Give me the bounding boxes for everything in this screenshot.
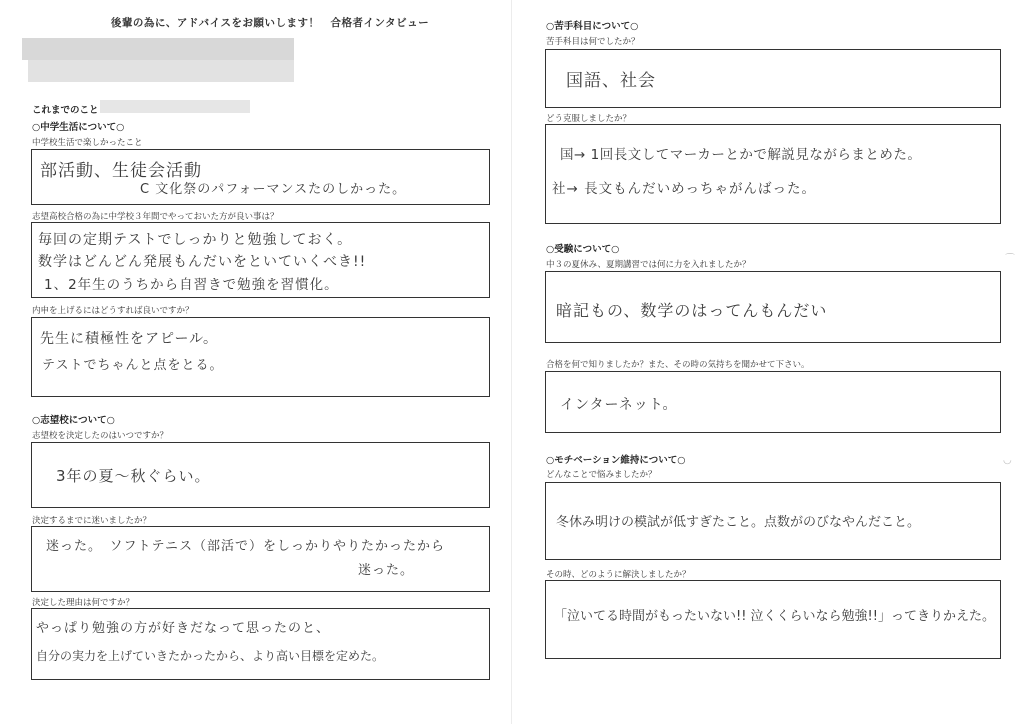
section-intro: これまでのこと bbox=[32, 105, 99, 116]
section-intro-highlight bbox=[100, 100, 250, 113]
answer-1-line-1: 部活動、生徒会活動 bbox=[40, 161, 202, 181]
scan-mark: ◡ bbox=[1003, 455, 1012, 466]
question-12: その時、どのように解決しましたか？ bbox=[546, 570, 691, 580]
answer-box-11 bbox=[545, 482, 1001, 560]
answer-box-3 bbox=[31, 317, 490, 397]
answer-9-line-1: 暗記もの、数学のはってんもんだい bbox=[556, 301, 828, 320]
answer-2-line-1: 毎回の定期テストでしっかりと勉強しておく。 bbox=[38, 232, 353, 248]
answer-box-5 bbox=[31, 526, 490, 592]
section-jhs: ○中学生活について○ bbox=[32, 122, 125, 133]
question-3: 内申を上げるにはどうすれば良いですか？ bbox=[32, 306, 194, 316]
answer-8-line-2: 社→ 長文もんだいめっちゃがんばった。 bbox=[552, 181, 816, 197]
answer-10-line-1: インターネット。 bbox=[560, 397, 678, 413]
scan-mark: ⌒ bbox=[1005, 254, 1015, 265]
page-title: 後輩の為に、アドバイスをお願いします！ 合格者インタビュー bbox=[110, 17, 430, 29]
answer-6-line-2: 自分の実力を上げていきたかったから、より高い目標を定めた。 bbox=[36, 649, 385, 663]
answer-3-line-2: テストでちゃんと点をとる。 bbox=[42, 358, 224, 373]
section-school: ○志望校について○ bbox=[32, 415, 115, 426]
question-10: 合格を何で知りましたか？また、その時の気持ちを聞かせて下さい。 bbox=[546, 360, 810, 370]
question-2: 志望高校合格の為に中学校３年間でやっておいた方が良い事は？ bbox=[32, 212, 279, 222]
question-9: 中３の夏休み、夏期講習では何に力を入れましたか？ bbox=[546, 260, 751, 270]
answer-4-line-1: 3年の夏〜秋ぐらい。 bbox=[56, 467, 211, 485]
question-1: 中学校生活で楽しかったこと bbox=[32, 138, 143, 148]
section-motivation: ○モチベーション維持について○ bbox=[546, 455, 686, 466]
answer-box-4 bbox=[31, 442, 490, 508]
answer-box-12 bbox=[545, 580, 1001, 659]
answer-7-line-1: 国語、社会 bbox=[566, 71, 656, 91]
question-8: どう克服しましたか？ bbox=[546, 114, 632, 124]
question-5: 決定するまでに迷いましたか？ bbox=[32, 516, 152, 526]
answer-box-7 bbox=[545, 49, 1001, 108]
question-4: 志望校を決定したのはいつですか？ bbox=[32, 431, 169, 441]
answer-2-line-3: 1、2年生のうちから自習きで勉強を習慣化。 bbox=[44, 277, 339, 293]
question-7: 苦手科目は何でしたか？ bbox=[546, 37, 640, 47]
answer-5-line-1: 迷った。 ソフトテニス（部活で）をしっかりやりたかったから bbox=[46, 539, 445, 554]
answer-box-6 bbox=[31, 608, 490, 680]
answer-5-line-2: 迷った。 bbox=[358, 563, 415, 578]
page-fold bbox=[511, 0, 512, 724]
redacted-name-area bbox=[22, 38, 294, 60]
answer-2-line-2: 数学はどんどん発展もんだいをといていくべき!! bbox=[38, 254, 367, 270]
answer-12-line-1: 「泣いてる時間がもったいない!! 泣くくらいなら勉強!!」ってきりかえた。 bbox=[554, 609, 995, 624]
answer-box-8 bbox=[545, 124, 1001, 224]
answer-box-10 bbox=[545, 371, 1001, 433]
section-weak-subject: ○苦手科目について○ bbox=[546, 21, 639, 32]
answer-11-line-1: 冬休み明けの模試が低すぎたこと。点数がのびなやんだこと。 bbox=[556, 515, 921, 530]
answer-3-line-1: 先生に積極性をアピール。 bbox=[40, 331, 219, 347]
answer-box-2 bbox=[31, 222, 490, 298]
question-6: 決定した理由は何ですか？ bbox=[32, 598, 135, 608]
answer-1-line-2: C 文化祭のパフォーマンスたのしかった。 bbox=[140, 182, 407, 197]
answer-box-9 bbox=[545, 271, 1001, 343]
answer-6-line-1: やっぱり勉強の方が好きだなって思ったのと、 bbox=[36, 621, 331, 636]
answer-8-line-1: 国→ 1回長文してマーカーとかで解説見ながらまとめた。 bbox=[560, 147, 922, 163]
redacted-name-area-2 bbox=[28, 60, 294, 82]
section-exam: ○受験について○ bbox=[546, 244, 620, 255]
answer-box-1 bbox=[31, 149, 490, 205]
question-11: どんなことで悩みましたか？ bbox=[546, 470, 657, 480]
